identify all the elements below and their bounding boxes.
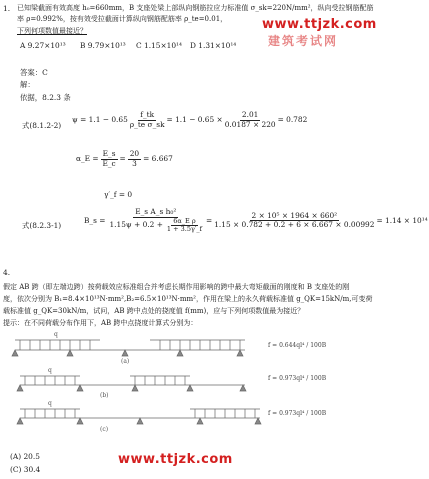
diagram-b-formula: f = 0.973ql⁴ / 100B [268, 375, 327, 382]
alpha-mid: = [119, 154, 126, 164]
formula2-num: E_s A_s h₀² [135, 207, 177, 216]
q4-stem-line1: 假定 AB 跨（即左端边跨）按荷载效应标准组合并考虑长期作用影响的跨中最大弯矩截面的刚度和 B 支座处的刚 [3, 283, 350, 291]
alpha-result: = 6.667 [143, 154, 173, 164]
q1-number: 1. [3, 4, 11, 13]
formula1-num2: 2.01 [241, 110, 259, 119]
diagram-b-label: (b) [100, 392, 109, 399]
diagram-a-formula: f = 0.644ql⁴ / 100B [268, 342, 327, 349]
diagram-c-label: (c) [100, 426, 109, 433]
diagram-c-formula: f = 0.973ql⁴ / 100B [268, 410, 327, 417]
diagram-a-load: q [54, 331, 58, 338]
q1-stem-line2: 率 ρ=0.992%，按有效受拉截面计算纵向钢筋配筋率 ρ_te=0.01， [17, 15, 228, 23]
q4-number: 4. [3, 268, 11, 277]
q4-hint: 提示：在不同荷载分布作用下，AB 跨中点挠度计算式分别为： [3, 319, 198, 327]
alpha-lhs: α_E = [76, 154, 99, 164]
alpha-den2: 3 [132, 158, 137, 168]
q1-stem-line1: 已知梁截面有效高度 h₀=660mm，B 支座处梁上部纵向钢筋拉应力标准值 σ_sk=220N/mm²，纵向受拉钢筋配筋 [17, 4, 374, 12]
formula1-result: = 0.782 [277, 115, 308, 125]
formula1-num: f_tk [140, 110, 155, 119]
beam-diagram-c [17, 409, 261, 424]
formula2-den-b-num: 6α_E ρ [173, 216, 196, 225]
formula2-den2: 1.15 × 0.782 + 0.2 + 6 × 6.667 × 0.00992 [214, 220, 375, 230]
alpha-num: E_s [102, 149, 116, 158]
formula2-den-b-den: 1 + 3.5γ′_f [166, 224, 202, 233]
q1-option-c: C 1.15×10¹⁴ [136, 41, 182, 50]
formula2-result: = 1.14 × 10¹⁴ [376, 216, 428, 226]
q4-option-c: (C) 30.4 [10, 465, 41, 474]
q1-option-b: B 9.79×10¹³ [80, 41, 126, 50]
formula2-num2: 2 × 10⁵ × 1964 × 660² [251, 210, 338, 220]
q4-stem-line2: 度，依次分别为 B₁=8.4×10¹³N·mm²,B₂=6.5×10¹³N·mm²，作用在梁上的永久荷载标准值 g_QK=15kN/m,可变荷 [3, 295, 373, 303]
formula1-den: ρ_te σ_sk [129, 119, 165, 129]
q1-basis: 依据，8.2.3 条 [20, 93, 71, 102]
q4-option-a: (A) 20.5 [10, 452, 40, 461]
q1-option-d: D 1.31×10¹⁴ [190, 41, 237, 50]
formula2-den-a: 1.15ψ + 0.2 + [109, 220, 163, 230]
alpha-den: E_c [102, 158, 116, 168]
beam-diagram-a [12, 340, 245, 356]
formula2-lhs: B_s = [84, 216, 106, 226]
diagram-b-load: q [48, 367, 52, 374]
q4-stem-line3: 载标准值 g_QK=30kN/m，试问，AB 跨中点处的挠度值 f(mm)，应与下列何项数值最为接近？ [3, 307, 305, 315]
diagram-c-load: q [48, 400, 52, 407]
diagram-a-label: (a) [121, 358, 130, 365]
alpha-num2: 20 [129, 149, 140, 158]
formula1-label: 式(8.1.2-2) [22, 121, 62, 130]
q1-answer: 答案：C [20, 68, 48, 77]
watermark-brand: 建筑考试网 [268, 34, 339, 48]
gamma-formula: γ′_f = 0 [104, 190, 133, 199]
watermark-url-top: www.ttjzk.com [262, 17, 377, 32]
q1-stem-line3: 下列何项数值最接近？ [17, 27, 87, 35]
watermark-url-bottom: www.ttjzk.com [118, 452, 233, 467]
formula2-label: 式(8.2.3-1) [22, 221, 62, 230]
formula1-den2: 0.0187 × 220 [224, 119, 276, 129]
beam-diagram-b [17, 376, 246, 391]
formula1-mid: = 1.1 − 0.65 × [166, 115, 223, 125]
q1-solution-label: 解： [20, 80, 35, 89]
formula1-lhs: ψ = 1.1 − 0.65 [72, 115, 128, 125]
q1-option-a: A 9.27×10¹³ [20, 41, 66, 50]
formula2-mid: = [206, 216, 213, 226]
